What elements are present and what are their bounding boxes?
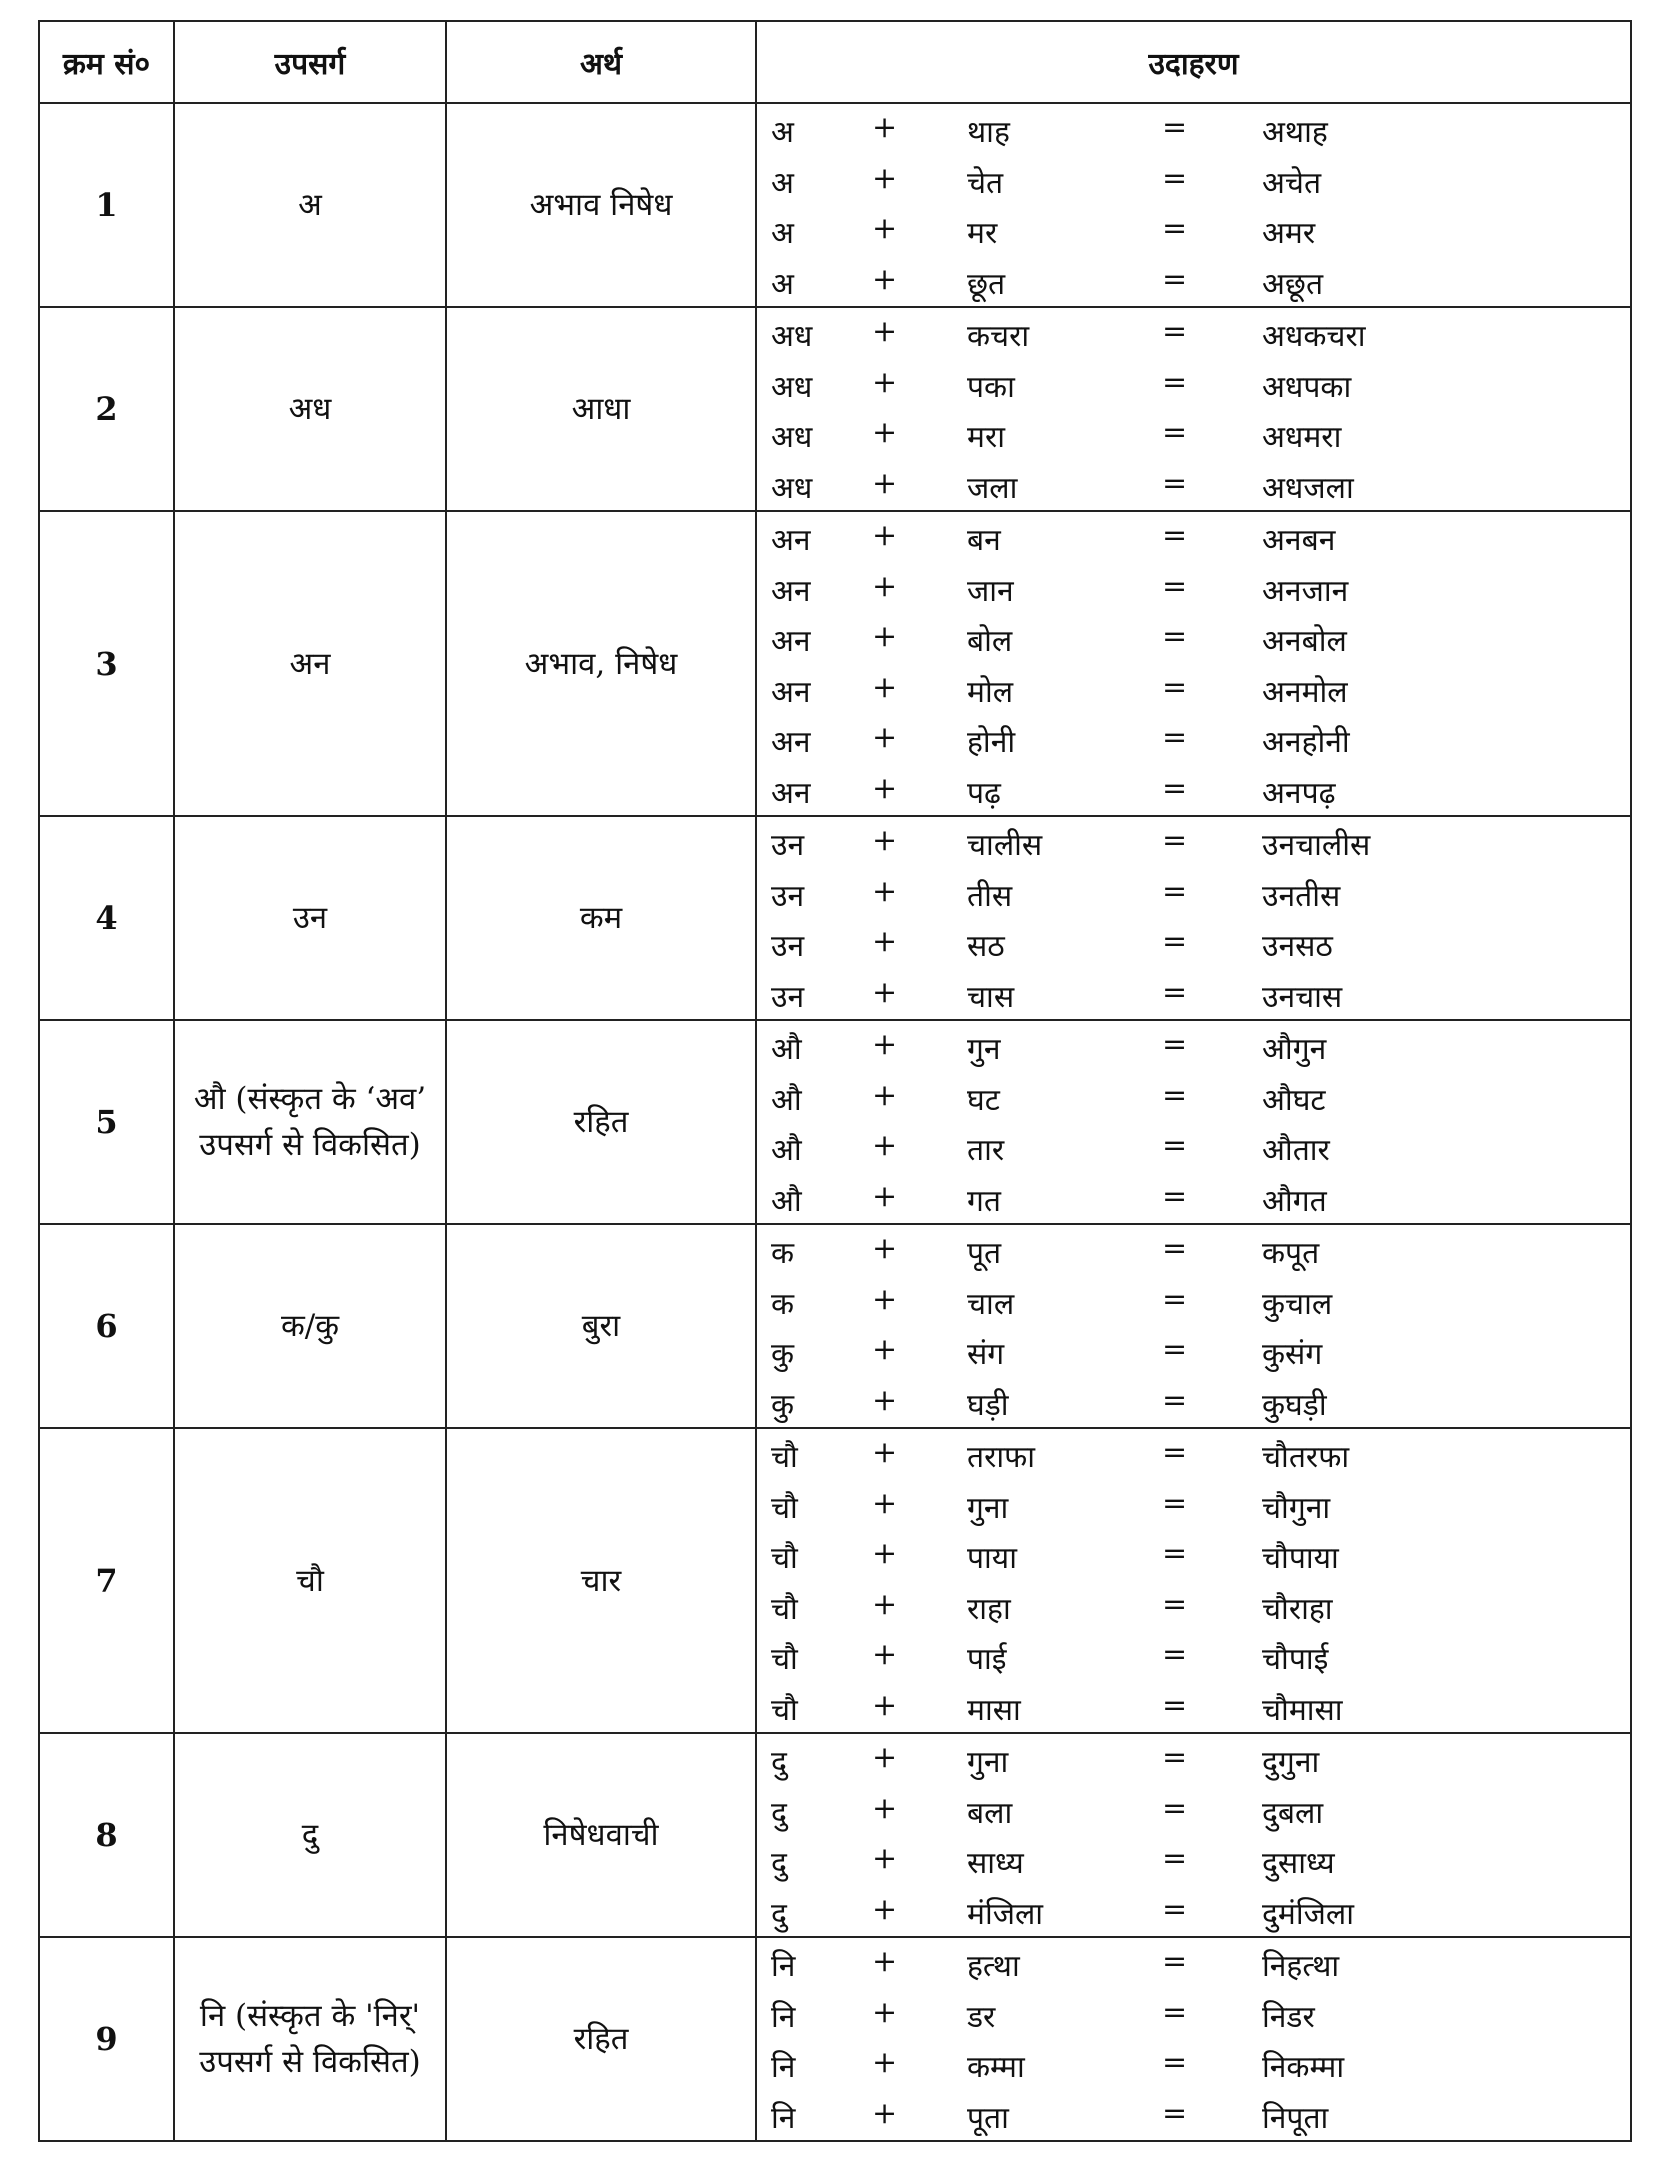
example-root: कचरा [967,319,1030,354]
example-root: मोल [967,674,1014,710]
example-prefix: अन [771,775,811,811]
example-prefix: उन [771,979,805,1015]
example-prefix: अन [771,624,811,659]
example-root: साध्य [967,1846,1024,1881]
example-line [757,613,1630,664]
example-line [757,969,1630,1020]
example-plus: + [872,1231,898,1266]
example-result: निडर [1262,1999,1315,2035]
example-prefix: अ [771,216,794,251]
example-result: चौपाया [1262,1541,1339,1576]
example-equals: = [1162,974,1188,1010]
example-root: डर [967,1999,996,2035]
prefix-cell: नि (संस्कृत के 'निर्' उपसर्ग से विकसित) [174,1937,446,2141]
example-prefix: क [771,1236,795,1271]
example-line [757,714,1630,765]
table-body [39,103,1631,2141]
example-root: घड़ी [967,1387,1009,1423]
example-equals: = [1162,823,1188,858]
example-root: बोल [967,624,1013,659]
example-prefix: क [771,1286,795,1322]
example-equals: = [1162,465,1188,501]
example-prefix: चौ [771,1642,798,1677]
example-plus: + [872,974,898,1010]
example-root: तार [967,1133,1005,1168]
example-result: अचेत [1262,165,1322,201]
header-serial-number: क्रम सं० [39,21,174,103]
example-root: पका [967,369,1015,405]
example-prefix: औ [771,1183,802,1219]
example-line [757,1886,1630,1937]
example-root: सठ [967,929,1005,964]
example-equals: = [1162,1891,1188,1927]
example-line [757,1072,1630,1123]
example-line [757,1173,1630,1224]
example-result: अथाह [1262,115,1328,150]
example-line [757,868,1630,919]
example-line [757,1276,1630,1327]
example-root: चाल [967,1286,1015,1322]
example-equals: = [1162,1841,1188,1876]
example-plus: + [872,110,898,145]
example-result: कुचाल [1262,1286,1333,1322]
example-plus: + [872,314,898,349]
table-row [39,1733,1631,1937]
table-row [39,307,1631,511]
example-plus: + [872,1891,898,1927]
example-line [757,1377,1630,1428]
example-plus: + [872,1536,898,1571]
example-plus: + [872,770,898,806]
example-plus: + [872,518,898,553]
example-result: अमर [1262,216,1316,251]
example-line [757,256,1630,307]
example-prefix: दु [771,1896,787,1932]
row-number: 5 [39,1020,174,1224]
example-plus: + [872,669,898,705]
example-line [757,664,1630,715]
examples-cell [756,1020,1631,1224]
example-prefix: दु [771,1745,787,1780]
example-line [757,1225,1630,1276]
example-result: चौराहा [1262,1591,1333,1627]
row-number: 8 [39,1733,174,1937]
row-number: 3 [39,511,174,816]
example-result: निकम्मा [1262,2050,1345,2085]
examples-cell [756,1733,1631,1937]
table-row [39,1937,1631,2141]
example-root: थाह [967,115,1010,150]
table-row [39,1020,1631,1224]
example-equals: = [1162,2095,1188,2131]
example-line [757,1429,1630,1480]
example-plus: + [872,1994,898,2030]
example-equals: = [1162,415,1188,450]
example-equals: = [1162,1740,1188,1775]
example-root: संग [967,1337,1005,1372]
example-plus: + [872,1281,898,1317]
example-result: उनसठ [1262,929,1333,964]
examples-cell [756,1428,1631,1733]
example-line [757,1835,1630,1886]
example-prefix: औ [771,1032,802,1067]
example-plus: + [872,1332,898,1367]
example-line [757,1989,1630,2040]
example-root: जान [967,573,1014,609]
example-prefix: चौ [771,1440,798,1475]
example-plus: + [872,211,898,246]
example-equals: = [1162,1944,1188,1979]
example-line [757,1682,1630,1733]
example-equals: = [1162,1536,1188,1571]
example-equals: = [1162,720,1188,755]
example-prefix: कु [771,1387,795,1423]
example-result: अछूत [1262,266,1324,302]
example-result: उनतीस [1262,878,1341,914]
example-line [757,2039,1630,2090]
example-line [757,765,1630,816]
example-root: मर [967,216,998,251]
example-equals: = [1162,1687,1188,1723]
example-line [757,1734,1630,1785]
header-row [39,21,1631,103]
example-result: दुगुना [1262,1745,1320,1780]
example-result: दुसाध्य [1262,1846,1335,1881]
example-root: जला [967,470,1018,506]
row-number: 1 [39,103,174,307]
example-plus: + [872,924,898,959]
examples-cell [756,307,1631,511]
row-number: 2 [39,307,174,511]
example-equals: = [1162,1077,1188,1113]
example-root: गुना [967,1745,1009,1780]
example-prefix: नि [771,2100,796,2136]
example-result: अनमोल [1262,674,1348,710]
example-equals: = [1162,160,1188,196]
meaning-cell: अभाव निषेध [446,103,756,307]
table-row [39,816,1631,1020]
example-line [757,1480,1630,1531]
example-plus: + [872,1586,898,1622]
example-plus: + [872,1740,898,1775]
example-result: चौमासा [1262,1692,1343,1728]
example-result: निपूता [1262,2100,1329,2136]
example-plus: + [872,415,898,450]
table-row [39,1224,1631,1428]
meaning-cell: रहित [446,1937,756,2141]
example-prefix: उन [771,828,805,863]
example-root: बला [967,1795,1013,1831]
example-line [757,1122,1630,1173]
example-root: तराफा [967,1440,1036,1475]
example-root: चालीस [967,828,1043,863]
example-root: राहा [967,1591,1011,1627]
example-equals: = [1162,873,1188,909]
example-prefix: चौ [771,1490,798,1526]
example-root: कम्मा [967,2050,1025,2085]
example-prefix: नि [771,1999,796,2035]
example-equals: = [1162,314,1188,349]
meaning-cell: कम [446,816,756,1020]
example-line [757,104,1630,155]
example-plus: + [872,1637,898,1672]
example-plus: + [872,1485,898,1521]
example-root: हत्था [967,1949,1020,1984]
example-root: पाई [967,1642,1007,1677]
row-number: 4 [39,816,174,1020]
example-plus: + [872,1077,898,1113]
example-result: औघट [1262,1082,1326,1118]
meaning-cell: आधा [446,307,756,511]
example-prefix: अध [771,319,813,354]
example-line [757,1326,1630,1377]
example-result: चौगुना [1262,1490,1331,1526]
example-prefix: अध [771,470,813,506]
example-prefix: उन [771,878,805,914]
example-result: दुबला [1262,1795,1324,1831]
example-prefix: अ [771,165,794,201]
example-root: होनी [967,725,1016,760]
example-prefix: अ [771,115,794,150]
header-examples: उदाहरण [756,21,1631,103]
example-line [757,563,1630,614]
example-result: औगत [1262,1183,1327,1219]
row-number: 7 [39,1428,174,1733]
example-plus: + [872,1027,898,1062]
example-equals: = [1162,1790,1188,1826]
example-root: गुना [967,1490,1009,1526]
example-line [757,1021,1630,1072]
example-plus: + [872,1178,898,1214]
table-row [39,1428,1631,1733]
example-line [757,155,1630,206]
example-root: छूत [967,266,1006,302]
example-result: अनबन [1262,523,1336,558]
example-root: पाया [967,1541,1017,1576]
example-plus: + [872,720,898,755]
example-plus: + [872,160,898,196]
example-prefix: चौ [771,1591,798,1627]
prefix-cell: अध [174,307,446,511]
example-equals: = [1162,518,1188,553]
example-equals: = [1162,1994,1188,2030]
example-plus: + [872,1128,898,1163]
prefix-cell: दु [174,1733,446,1937]
prefix-cell: अ [174,103,446,307]
header-meaning: अर्थ [446,21,756,103]
table-row [39,103,1631,307]
meaning-cell: चार [446,1428,756,1733]
example-root: चेत [967,165,1004,201]
example-line [757,512,1630,563]
example-prefix: अन [771,573,811,609]
example-result: कुसंग [1262,1337,1323,1372]
example-root: गत [967,1183,1001,1219]
example-prefix: चौ [771,1541,798,1576]
example-equals: = [1162,1231,1188,1266]
example-result: कुघड़ी [1262,1387,1327,1423]
prefix-cell: चौ [174,1428,446,1733]
examples-cell [756,1937,1631,2141]
example-prefix: अ [771,266,794,302]
example-line [757,1938,1630,1989]
prefix-cell: क/कु [174,1224,446,1428]
example-equals: = [1162,568,1188,604]
example-prefix: अध [771,420,813,455]
prefix-cell: औ (संस्कृत के ‘अव’ उपसर्ग से विकसित) [174,1020,446,1224]
examples-cell [756,103,1631,307]
example-plus: + [872,873,898,909]
example-result: औगुन [1262,1032,1327,1067]
example-line [757,308,1630,359]
example-root: गुन [967,1032,1001,1067]
example-prefix: अन [771,523,811,558]
row-number: 9 [39,1937,174,2141]
example-equals: = [1162,1435,1188,1470]
meaning-cell: बुरा [446,1224,756,1428]
example-root: घट [967,1082,1000,1118]
example-plus: + [872,1435,898,1470]
example-plus: + [872,1382,898,1418]
example-equals: = [1162,1281,1188,1317]
example-prefix: उन [771,929,805,964]
example-plus: + [872,1790,898,1826]
example-root: पूता [967,2100,1009,2136]
meaning-cell: रहित [446,1020,756,1224]
example-result: दुमंजिला [1262,1896,1355,1932]
example-equals: = [1162,1586,1188,1622]
example-prefix: कु [771,1337,795,1372]
example-root: चास [967,979,1015,1015]
example-equals: = [1162,2045,1188,2080]
example-equals: = [1162,1027,1188,1062]
example-prefix: औ [771,1133,802,1168]
example-equals: = [1162,211,1188,246]
header-prefix: उपसर्ग [174,21,446,103]
example-prefix: अन [771,725,811,760]
example-line [757,205,1630,256]
example-line [757,1631,1630,1682]
example-prefix: नि [771,1949,796,1984]
example-result: अनपढ़ [1262,775,1336,811]
example-line [757,409,1630,460]
example-prefix: अन [771,674,811,710]
example-equals: = [1162,1637,1188,1672]
meaning-cell: निषेधवाची [446,1733,756,1937]
example-prefix: अध [771,369,813,405]
example-equals: = [1162,619,1188,654]
example-equals: = [1162,1485,1188,1521]
examples-cell [756,1224,1631,1428]
example-line [757,1785,1630,1836]
example-result: चौपाई [1262,1642,1329,1677]
example-line [757,817,1630,868]
example-line [757,1581,1630,1632]
meaning-cell: अभाव, निषेध [446,511,756,816]
example-plus: + [872,568,898,604]
example-equals: = [1162,1382,1188,1418]
example-plus: + [872,2045,898,2080]
example-prefix: दु [771,1795,787,1831]
example-root: पढ़ [967,775,1001,811]
example-result: अनबोल [1262,624,1347,659]
example-plus: + [872,619,898,654]
example-plus: + [872,465,898,501]
upsarg-table [38,20,1632,2142]
example-equals: = [1162,669,1188,705]
example-prefix: चौ [771,1692,798,1728]
example-line [757,1530,1630,1581]
example-plus: + [872,1687,898,1723]
examples-cell [756,816,1631,1020]
example-line [757,918,1630,969]
example-prefix: दु [771,1846,787,1881]
example-result: चौतरफा [1262,1440,1350,1475]
row-number: 6 [39,1224,174,1428]
example-result: निहत्था [1262,1949,1340,1984]
example-equals: = [1162,1332,1188,1367]
example-result: अनहोनी [1262,725,1350,760]
example-result: उनचालीस [1262,828,1371,863]
example-equals: = [1162,1128,1188,1163]
example-equals: = [1162,924,1188,959]
example-result: कपूत [1262,1236,1320,1271]
example-result: उनचास [1262,979,1343,1015]
example-root: मरा [967,420,1005,455]
example-result: औतार [1262,1133,1330,1168]
example-prefix: औ [771,1082,802,1118]
example-result: अधकचरा [1262,319,1366,354]
example-equals: = [1162,1178,1188,1214]
example-result: अधपका [1262,369,1352,405]
example-equals: = [1162,261,1188,297]
example-root: मासा [967,1692,1021,1728]
example-line [757,2090,1630,2141]
prefix-cell: उन [174,816,446,1020]
prefix-cell: अन [174,511,446,816]
example-root: बन [967,523,1001,558]
example-result: अधमरा [1262,420,1342,455]
example-equals: = [1162,770,1188,806]
example-result: अधजला [1262,470,1354,506]
example-plus: + [872,1841,898,1876]
example-plus: + [872,261,898,297]
example-plus: + [872,2095,898,2131]
example-line [757,359,1630,410]
example-plus: + [872,1944,898,1979]
example-plus: + [872,823,898,858]
example-prefix: नि [771,2050,796,2085]
example-equals: = [1162,364,1188,400]
example-line [757,460,1630,511]
example-root: मंजिला [967,1896,1044,1932]
examples-cell [756,511,1631,816]
example-equals: = [1162,110,1188,145]
table-row [39,511,1631,816]
example-result: अनजान [1262,573,1349,609]
example-plus: + [872,364,898,400]
example-root: तीस [967,878,1013,914]
example-root: पूत [967,1236,1002,1271]
